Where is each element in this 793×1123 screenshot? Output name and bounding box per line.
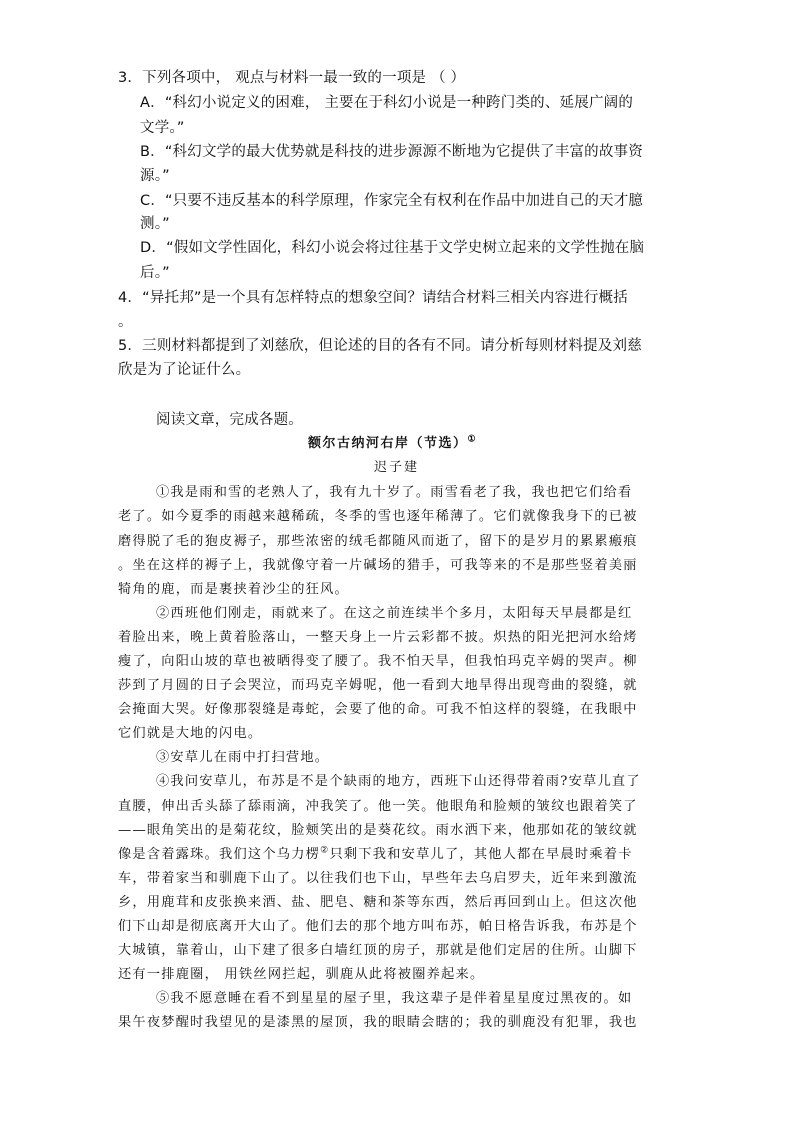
question-3-option-c: C．“只要不违反基本的科学原理，作家完全有权利在作品中加进自己的天才臆 bbox=[140, 193, 644, 209]
question-3-option-a: A．“科幻小说定义的困难， 主要在于科幻小说是一种跨门类的、延展广阔的 bbox=[140, 95, 634, 111]
paragraph-4-line-end: 只剩下我和安草儿了，其他人都在早晨时乘着卡 bbox=[329, 847, 633, 862]
paragraph-2-line: ②西班他们刚走，雨就来了。在这之前连续半个多月，太阳每天早晨都是红 bbox=[156, 606, 633, 621]
paragraph-1-line: ①我是雨和雪的老熟人了，我有九十岁了。雨雪看老了我，我也把它们给看 bbox=[156, 485, 633, 500]
paragraph-2-line: 会掩面大哭。好像那裂缝是毒蛇，会要了他的命。可我不怕这样的裂缝，在我眼中 bbox=[118, 702, 638, 717]
article-title-text: 额尔古纳河右岸（节选） bbox=[308, 436, 468, 451]
question-3-option-d-cont: 后。” bbox=[140, 265, 170, 281]
reading-instruction: 阅读文章，完成各题。 bbox=[156, 412, 303, 428]
paragraph-3-line: ③安草儿在雨中打扫营地。 bbox=[156, 750, 330, 765]
paragraph-4-line: 还有一排鹿圈， 用铁丝网拦起，驯鹿从此将被圈养起来。 bbox=[118, 967, 485, 982]
question-3-option-c-cont: 测。” bbox=[140, 216, 170, 232]
question-5-cont: 欣是为了论证什么。 bbox=[118, 362, 251, 378]
paragraph-4-line: 直腰，伸出舌头舔了舔雨滴，冲我笑了。他一笑。他眼角和脸颊的皱纹也跟着笑了 bbox=[118, 799, 638, 814]
paragraph-2-line: 着脸出来，晚上黄着脸落山，一整天身上一片云彩都不披。炽热的阳光把河水给烤 bbox=[118, 630, 638, 645]
question-3-option-b: B．“科幻文学的最大优势就是科技的进步源源不断地为它提供了丰富的故事资 bbox=[140, 144, 643, 160]
paragraph-4-line-start: 像是含着露珠。我们这个乌力楞 bbox=[118, 847, 321, 862]
paragraph-4-line: ④我问安草儿，布苏是不是个缺雨的地方，西班下山还得带着雨?安草儿直了 bbox=[156, 774, 641, 789]
question-3-option-d: D．“假如文学性固化，科幻小说会将过往基于文学史树立起来的文学性抛在脑 bbox=[140, 240, 645, 256]
paragraph-2-line: 瘦了，向阳山坡的草也被晒得变了腰了。我不怕天旱，但我怕玛克辛姆的哭声。柳 bbox=[118, 654, 638, 669]
paragraph-1-line: 犄角的鹿，而是裹挟着沙尘的狂风。 bbox=[118, 582, 349, 597]
paragraph-4-line: ——眼角笑出的是菊花纹，脸颊笑出的是葵花纹。雨水洒下来，他那如花的皱纹就 bbox=[118, 823, 638, 838]
paragraph-1-line: 。坐在这样的褥子上，我就像守着一片碱场的猎手，可我等来的不是那些竖着美丽 bbox=[118, 558, 638, 573]
question-4-cont: 。 bbox=[118, 314, 133, 330]
paragraph-4-line: 大城镇，靠着山，山下建了很多白墙红顶的房子，那就是他们定居的住所。山脚下 bbox=[118, 943, 638, 958]
question-3-option-b-cont: 源。” bbox=[140, 168, 170, 184]
paragraph-4-line: 们下山却是彻底离开大山了。他们去的那个地方叫布苏，帕日格告诉我，布苏是个 bbox=[118, 919, 638, 934]
question-5: 5．三则材料都提到了刘慈欣，但论述的目的各有不同。请分析每则材料提及刘慈 bbox=[118, 338, 642, 354]
paragraph-2-line: 它们就是大地的闪电。 bbox=[118, 726, 263, 741]
footnote-marker: ② bbox=[320, 845, 330, 856]
article-title bbox=[308, 432, 477, 451]
paragraph-4-line: 乡，用鹿茸和皮张换来酒、盐、肥皂、糖和茶等东西，然后再回到山上。但这次他 bbox=[118, 895, 638, 910]
question-3-stem: 3．下列各项中， 观点与材料一最一致的一项是 （ ） bbox=[118, 70, 466, 86]
paragraph-5-line: 果午夜梦醒时我望见的是漆黑的屋顶，我的眼睛会瞎的；我的驯鹿没有犯罪，我也 bbox=[118, 1015, 638, 1030]
paragraph-1-line: 老了。如今夏季的雨越来越稀疏，冬季的雪也逐年稀薄了。它们就像我身下的已被 bbox=[118, 509, 638, 524]
paragraph-4-line: 车，带着家当和驯鹿下山了。以往我们也下山，早些年去乌启罗夫，近年来到激流 bbox=[118, 871, 638, 886]
question-3-option-a-cont: 文学。” bbox=[140, 120, 185, 136]
paragraph-5-line: ⑤我不愿意睡在看不到星星的屋子里，我这辈子是伴着星星度过黑夜的。如 bbox=[156, 991, 633, 1006]
paragraph-2-line: 莎到了月圆的日子会哭泣，而玛克辛姆呢，他一看到大地旱得出现弯曲的裂缝，就 bbox=[118, 678, 638, 693]
article-author: 迟子建 bbox=[374, 460, 420, 475]
paragraph-1-line: 磨得脱了毛的狍皮褥子，那些浓密的绒毛都随风而逝了，留下的是岁月的累累瘢痕 bbox=[118, 534, 638, 549]
question-4: 4．“异托邦”是一个具有怎样特点的想象空间？请结合材料三相关内容进行概括 bbox=[118, 290, 628, 306]
article-title-footnote: ① bbox=[467, 434, 478, 445]
paragraph-4-line bbox=[118, 843, 633, 862]
